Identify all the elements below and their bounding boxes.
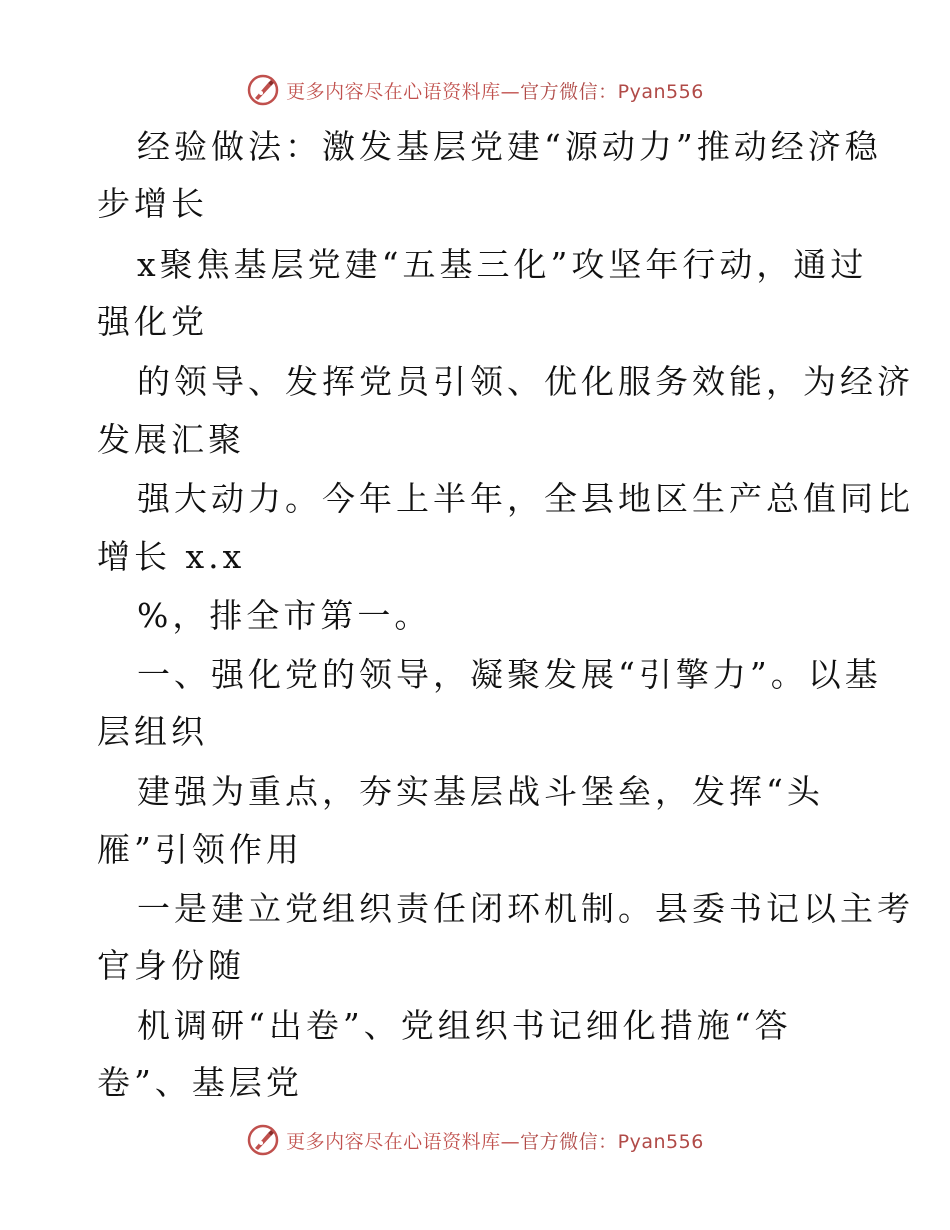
body-line: 建强为重点，夯实基层战斗堡垒，发挥“头: [137, 772, 824, 811]
pen-logo-icon: [246, 1123, 280, 1157]
body-line: 增长 x.x: [97, 537, 246, 576]
footer-banner: [0, 1120, 950, 1160]
header-banner-wechat: 官方微信：Pyan556: [520, 80, 704, 103]
body-line: 雁”引领作用: [97, 830, 303, 869]
header-banner-text: 更多内容尽在心语资料库: [286, 80, 501, 103]
body-line: 步增长: [97, 184, 208, 223]
body-line: 一、强化党的领导，凝聚发展“引擎力”。以基: [137, 655, 882, 694]
body-line: 的领导、发挥党员引领、优化服务效能，为经济: [137, 362, 914, 401]
body-line: 卷”、基层党: [97, 1063, 303, 1102]
body-line: 官身份随: [97, 946, 245, 985]
body-line: 经验做法：激发基层党建“源动力”推动经济稳: [137, 127, 882, 166]
footer-banner-wechat: 官方微信：Pyan556: [520, 1130, 704, 1153]
header-banner-dash: —: [500, 80, 521, 103]
body-line: 强化党: [97, 302, 208, 341]
pen-logo-icon: [246, 73, 280, 107]
body-line: 发展汇聚: [97, 420, 245, 459]
header-banner: [0, 70, 950, 110]
body-line: %，排全市第一。: [137, 596, 432, 635]
body-line: x聚焦基层党建“五基三化”攻坚年行动，通过: [137, 245, 868, 284]
body-line: 机调研“出卷”、党组织书记细化措施“答: [137, 1006, 792, 1045]
footer-banner-text: 更多内容尽在心语资料库: [286, 1130, 501, 1153]
body-line: 强大动力。今年上半年，全县地区生产总值同比: [137, 479, 914, 518]
body-line: 层组织: [97, 712, 208, 751]
footer-banner-dash: —: [500, 1130, 521, 1153]
body-line: 一是建立党组织责任闭环机制。县委书记以主考: [137, 889, 914, 928]
